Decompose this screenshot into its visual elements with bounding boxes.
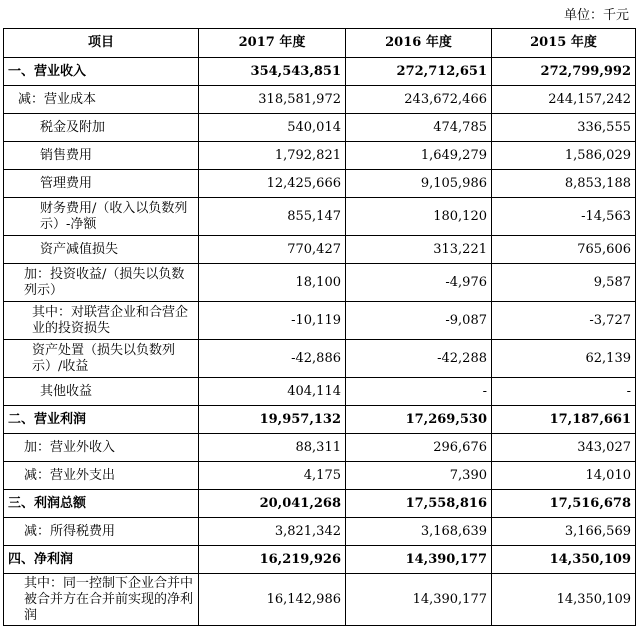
row-label: 减：所得税费用	[4, 518, 199, 546]
row-label: 一、营业收入	[4, 58, 199, 86]
value-2015: 765,606	[492, 236, 636, 264]
row-label: 减：营业成本	[4, 86, 199, 114]
value-2015: 17,187,661	[492, 406, 636, 434]
value-2016: -42,288	[346, 340, 492, 378]
row-label: 资产处置（损失以负数列示）/收益	[4, 340, 199, 378]
value-2017: 20,041,268	[199, 490, 346, 518]
value-2015: -14,563	[492, 198, 636, 236]
value-2016: -	[346, 378, 492, 406]
value-2017: 18,100	[199, 264, 346, 302]
row-label: 减：营业外支出	[4, 462, 199, 490]
header-2017: 2017 年度	[199, 29, 346, 58]
value-2016: 243,672,466	[346, 86, 492, 114]
row-label: 管理费用	[4, 170, 199, 198]
row-label: 其中：同一控制下企业合并中被合并方在合并前实现的净利润	[4, 574, 199, 626]
value-2017: 318,581,972	[199, 86, 346, 114]
table-row	[4, 114, 636, 142]
table-row	[4, 434, 636, 462]
value-2017: 12,425,666	[199, 170, 346, 198]
value-2015: 9,587	[492, 264, 636, 302]
value-2015: 14,010	[492, 462, 636, 490]
row-label: 其中：对联营企业和合营企业的投资损失	[4, 302, 199, 340]
value-2015: 62,139	[492, 340, 636, 378]
table-row	[4, 302, 636, 340]
row-label: 四、净利润	[4, 546, 199, 574]
table-row	[4, 264, 636, 302]
header-2016: 2016 年度	[346, 29, 492, 58]
value-2016: 14,390,177	[346, 546, 492, 574]
value-2017: 404,114	[199, 378, 346, 406]
table-row	[4, 86, 636, 114]
row-label: 资产减值损失	[4, 236, 199, 264]
value-2017: 1,792,821	[199, 142, 346, 170]
table-row	[4, 142, 636, 170]
table-row	[4, 378, 636, 406]
table-row	[4, 518, 636, 546]
value-2017: 16,142,986	[199, 574, 346, 626]
value-2016: 7,390	[346, 462, 492, 490]
value-2016: 1,649,279	[346, 142, 492, 170]
value-2015: 336,555	[492, 114, 636, 142]
value-2017: 770,427	[199, 236, 346, 264]
value-2017: 4,175	[199, 462, 346, 490]
value-2016: 17,558,816	[346, 490, 492, 518]
value-2016: 180,120	[346, 198, 492, 236]
value-2015: 17,516,678	[492, 490, 636, 518]
value-2017: -42,886	[199, 340, 346, 378]
table-row	[4, 340, 636, 378]
value-2016: 9,105,986	[346, 170, 492, 198]
unit-label: 单位：千元	[563, 8, 629, 23]
income-statement-table	[3, 28, 636, 626]
value-2016: 272,712,651	[346, 58, 492, 86]
row-label: 其他收益	[4, 378, 199, 406]
value-2016: 474,785	[346, 114, 492, 142]
table-row	[4, 574, 636, 626]
value-2016: -4,976	[346, 264, 492, 302]
value-2015: 244,157,242	[492, 86, 636, 114]
value-2015: 14,350,109	[492, 546, 636, 574]
value-2016: 14,390,177	[346, 574, 492, 626]
value-2015: 8,853,188	[492, 170, 636, 198]
value-2017: 19,957,132	[199, 406, 346, 434]
header-row	[4, 29, 636, 58]
value-2016: 313,221	[346, 236, 492, 264]
value-2015: 1,586,029	[492, 142, 636, 170]
table-row	[4, 462, 636, 490]
row-label: 销售费用	[4, 142, 199, 170]
table-row	[4, 490, 636, 518]
value-2016: -9,087	[346, 302, 492, 340]
value-2017: 16,219,926	[199, 546, 346, 574]
table-row	[4, 236, 636, 264]
value-2015: -3,727	[492, 302, 636, 340]
value-2016: 3,168,639	[346, 518, 492, 546]
table-row	[4, 198, 636, 236]
row-label: 加：营业外收入	[4, 434, 199, 462]
table-row	[4, 546, 636, 574]
value-2015: -	[492, 378, 636, 406]
header-item: 项目	[4, 29, 199, 58]
header-2015: 2015 年度	[492, 29, 636, 58]
value-2015: 272,799,992	[492, 58, 636, 86]
value-2017: 540,014	[199, 114, 346, 142]
row-label: 财务费用/（收入以负数列示）-净额	[4, 198, 199, 236]
value-2016: 296,676	[346, 434, 492, 462]
value-2015: 3,166,569	[492, 518, 636, 546]
table-row	[4, 58, 636, 86]
row-label: 税金及附加	[4, 114, 199, 142]
table-row	[4, 170, 636, 198]
row-label: 加：投资收益/（损失以负数列示）	[4, 264, 199, 302]
value-2016: 17,269,530	[346, 406, 492, 434]
value-2017: 855,147	[199, 198, 346, 236]
row-label: 三、利润总额	[4, 490, 199, 518]
value-2017: 3,821,342	[199, 518, 346, 546]
value-2015: 343,027	[492, 434, 636, 462]
row-label: 二、营业利润	[4, 406, 199, 434]
value-2015: 14,350,109	[492, 574, 636, 626]
value-2017: 88,311	[199, 434, 346, 462]
value-2017: 354,543,851	[199, 58, 346, 86]
value-2017: -10,119	[199, 302, 346, 340]
table-row	[4, 406, 636, 434]
